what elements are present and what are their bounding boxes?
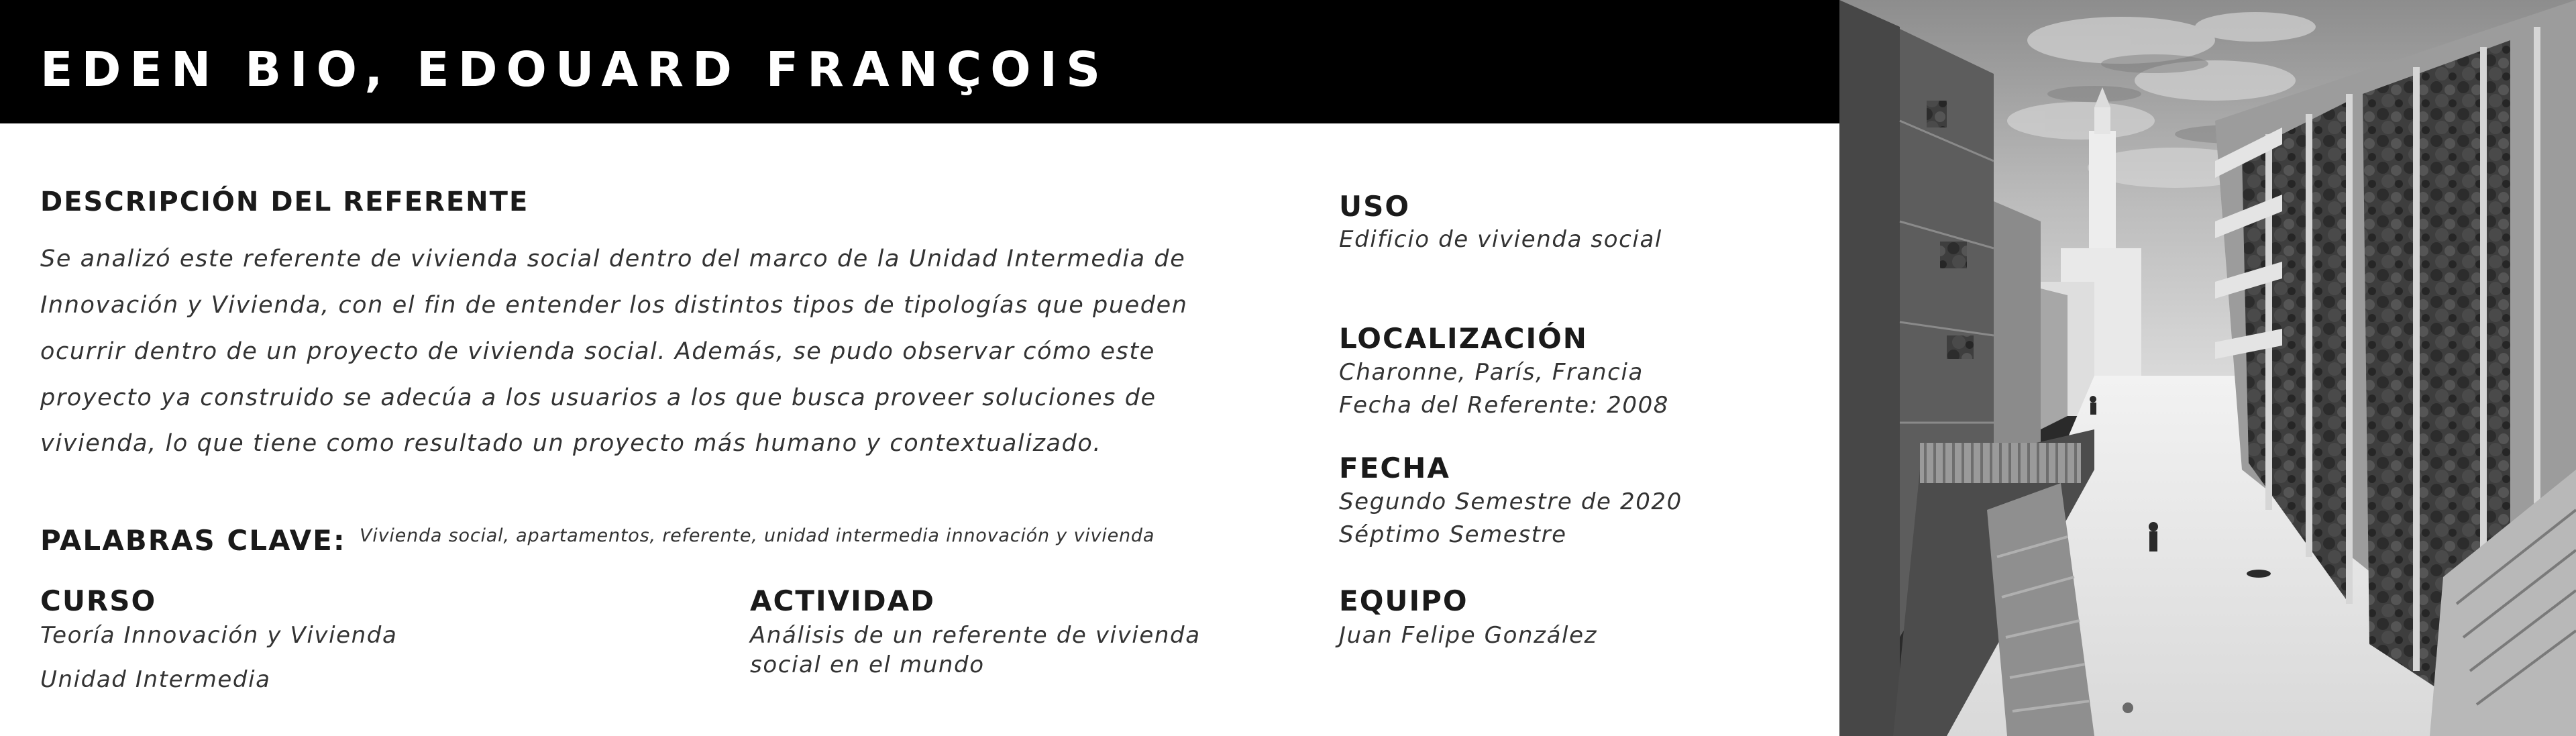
course-value: Teoría Innovación y Vivienda (40, 622, 398, 649)
date-value: Segundo Semestre de 2020 (1339, 488, 1682, 515)
description-heading: DESCRIPCIÓN DEL REFERENTE (40, 187, 529, 217)
use-heading: USO (1339, 190, 1411, 223)
page-title: EDEN BIO, EDOUARD FRANÇOIS (40, 42, 1110, 97)
use-value: Edificio de vivienda social (1339, 226, 1662, 253)
description-line: proyecto ya construido se adecúa a los usuarios a los que busca proveer soluciones de (40, 384, 1157, 411)
location-value: Fecha del Referente: 2008 (1339, 392, 1670, 419)
keywords-value: Vivienda social, apartamentos, referente, unidad intermedia innovación y vivienda (360, 525, 1155, 546)
activity-heading: ACTIVIDAD (750, 584, 935, 617)
description-line: vivienda, lo que tiene como resultado un proyecto más humano y contextualizado. (40, 430, 1102, 457)
course-heading: CURSO (40, 584, 157, 617)
activity-value: Análisis de un referente de vivienda (750, 622, 1201, 649)
date-heading: FECHA (1339, 452, 1450, 484)
building-render-image (1839, 0, 2576, 736)
keywords-heading: PALABRAS CLAVE: (40, 524, 346, 557)
description-line: Se analizó este referente de vivienda social dentro del marco de la Unidad Intermedia de (40, 246, 1186, 272)
team-value: Juan Felipe González (1339, 622, 1598, 649)
date-value: Séptimo Semestre (1339, 521, 1567, 548)
description-line: ocurrir dentro de un proyecto de vivienda social. Además, se pudo observar cómo este (40, 338, 1155, 365)
description-line: Innovación y Vivienda, con el fin de entender los distintos tipos de tipologías que pueden (40, 292, 1188, 319)
location-heading: LOCALIZACIÓN (1339, 322, 1588, 355)
title-bar (0, 0, 1839, 123)
location-value: Charonne, París, Francia (1339, 359, 1644, 386)
team-heading: EQUIPO (1339, 584, 1468, 617)
course-value: Unidad Intermedia (40, 666, 271, 693)
activity-value: social en el mundo (750, 651, 985, 678)
